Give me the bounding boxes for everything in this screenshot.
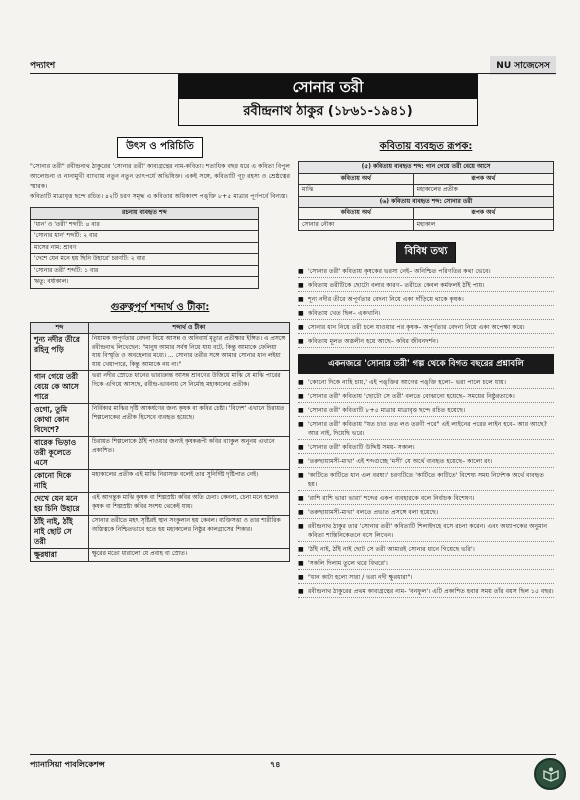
- table-row: [31, 516, 290, 549]
- word-usage-row: 'সোনার তরী' শব্দটি: ১ বার: [31, 265, 259, 277]
- header-series-label: NU সাজেসেস: [490, 56, 556, 75]
- left-column: [30, 130, 290, 562]
- prev-questions-heading: একনজরে 'সোনার তরী' গল্প থেকে বিগত বছরের প্রশ্নাবলি: [298, 354, 554, 374]
- word-usage-header: রচনায় ব্যবহৃত শব্দ: [31, 208, 259, 220]
- metaphor-table-title: (৫) কবিতায় ব্যবহৃত শব্দ: গান গেয়ে তরী বেয়ে আসে: [299, 162, 554, 174]
- word-usage-table: [30, 207, 259, 289]
- table-row: [31, 549, 290, 562]
- origin-paragraph: কবিতাটি মাত্রাবৃত্ত ছন্দে রচিত। ৪২টি চরণ সমৃদ্ধ এ কবিতার অধিকাংশ পঙ্‌ক্তি ৮+৫ মাত্রার পূর্ণপর্বে বিন্যস্ত।: [30, 193, 288, 200]
- word-usage-row: 'ধান' ও 'তরী' শব্দটি: ৪ বার: [31, 219, 259, 231]
- header-section-label: পদ্যাংশ: [30, 61, 56, 71]
- origin-heading: উৎস ও পরিচিতি: [117, 137, 203, 158]
- glossary-meaning: সোনার তরীতে মহৎ সৃষ্টিরই স্থান সংকুলান হয় কেবল। ব্যক্তিসত্তা ও তার শারীরিক অস্তিত্বকে নিশ্চিতভাবে হতে হয় মহাকালের নিষ্ঠুর কালগ্রাসের শিকার।: [89, 516, 290, 549]
- table-row: [31, 404, 290, 437]
- word-usage-row: ঋতু: বর্ষাকাল।: [31, 277, 259, 289]
- list-item: ■ কবিতায় মূলত অস্তলীন হয়ে আছে– কবির জীবনদর্শন।: [298, 337, 554, 348]
- metaphor-col-b: রূপক অর্থ: [413, 173, 553, 185]
- publisher-name: প্যানাসিয়া পাবলিকেশন্স: [30, 760, 105, 769]
- prev-questions-list: [298, 378, 554, 598]
- page-number: ৭৪: [270, 760, 281, 769]
- table-row: [31, 470, 290, 493]
- list-item: ■ 'সোনার তরী' কবিতায় কৃষকের ভরসা নেই– অনিশ্চিত পরিণতির কথা ভেবে।: [298, 267, 554, 278]
- metaphor-cell: মাঝি: [299, 185, 414, 197]
- glossary-word: দেখে যেন মনে হয় চিনি উহারে: [31, 493, 89, 516]
- glossary-table: [30, 322, 290, 563]
- metaphor-cell: মহাকাল: [413, 219, 553, 231]
- chapter-title: সোনার তরী: [179, 75, 477, 99]
- word-usage-row: 'সোনার ধান' শব্দটি: ২ বার: [31, 231, 259, 243]
- list-item: ■ 'সকলি দিলাম তুলে থরে বিথরে'।: [298, 559, 554, 570]
- metaphor-table-title: (৬) কবিতায় ব্যবহৃত শব্দ: সোনার তরী: [299, 196, 554, 208]
- metaphor-cell: সোনার নৌকা: [299, 219, 414, 231]
- glossary-word: কোনো দিকে নাহি: [31, 470, 89, 493]
- glossary-col-word: শব্দ: [31, 322, 89, 334]
- glossary-heading-wrap: [30, 295, 290, 318]
- chapter-title-box: [178, 74, 478, 126]
- origin-paragraph: "সোনার তরী" রবীন্দ্রনাথ ঠাকুরের 'সোনার তরী' কাব্যগ্রন্থের নাম-কবিতা। শতাধিক বছর ধরে এ কবিতা বিপুল আলোচনা ও নানামুখী ব্যাখ্যায় নতুন নতুন তাৎপর্যে অভিষিক্ত। একই সঙ্গে, কবিতাটি গূঢ় রহস্য ও শ্রেষ্ঠত্বের স্মারক।: [30, 163, 290, 190]
- glossary-meaning: ক্ষুরের মতো ধারালো যে প্রবাহ বা স্রোত।: [89, 549, 290, 562]
- facts-heading: বিবিধ তথ্য: [396, 242, 457, 263]
- list-item: ■ শূন্য নদীর তীরে অপূর্ণতার বেদনা নিয়ে একা দাঁড়িয়ে থাকে কৃষক।: [298, 295, 554, 306]
- glossary-meaning: মহাকালের প্রতীক এই মাঝি নিরাসক্ত বলেই তার সুনির্দিষ্ট দৃষ্টিপাত নেই।: [89, 470, 290, 493]
- table-row: [31, 334, 290, 371]
- glossary-word: শূন্য নদীর তীরে রহিনু পড়ি: [31, 334, 89, 371]
- metaphor-col-b: রূপক অর্থ: [413, 208, 553, 220]
- glossary-word: ঠাঁই নাই, ঠাঁই নাই ছোট সে তরী: [31, 516, 89, 549]
- word-usage-row: মাসের নাম: শ্রাবণ: [31, 242, 259, 254]
- chapter-author: রবীন্দ্রনাথ ঠাকুর (১৮৬১-১৯৪১): [243, 104, 413, 119]
- glossary-word: বারেক ভিড়াও তরী কূলেতে এসে: [31, 437, 89, 470]
- page-footer: [30, 754, 556, 770]
- list-item: ■ 'সোনার তরী' কবিতাটি উদ্দিষ্ট সময়- সকাল।: [298, 443, 554, 454]
- facts-list: [298, 267, 554, 348]
- glossary-word: গান গেয়ে তরী বেয়ে কে আসে পারে: [31, 371, 89, 404]
- table-row: [31, 493, 290, 516]
- list-item: ■ 'ঠাঁই নাই, ঠাঁই নাই ছোট সে তরী আমারই সোনার ধানে গিয়েছে ভরি'।: [298, 545, 554, 556]
- list-item: ■ রবীন্দ্রনাথ ঠাকুর তার 'সোনার তরী' কবিতাটি শিলাইদহে বসে রচনা করেন। এবং অধ্যাপকের অনুমান কবিতা শান্তিনিকেতনে বসে লিখেন।: [298, 522, 554, 542]
- list-item: ■ 'কোনো দিকে নাহি চায়,' এই পঙ্‌ক্তির আগের পঙ্‌ক্তি হলো– ভরা পালে চলে যায়।: [298, 378, 554, 389]
- glossary-col-meaning: শব্দার্থ ও টীকা: [89, 322, 290, 334]
- right-column: [298, 130, 554, 601]
- metaphor-col-a: কবিতায় অর্থ: [299, 208, 414, 220]
- metaphor-col-a: কবিতায় অর্থ: [299, 173, 414, 185]
- list-item: ■ রবীন্দ্রনাথ ঠাকুরের প্রথম কাব্যগ্রন্থের নাম- 'বনফুল'। এটি প্রকাশিত হবার সময় তাঁর বয়স ছিল ১৫ বছর।: [298, 587, 554, 598]
- list-item: ■ কবিতায় খেত ছিল– একখানি।: [298, 309, 554, 320]
- list-item: ■ "ধান কাটা হলো সারা / ভরা নদী ক্ষুরধারা"।: [298, 573, 554, 584]
- origin-heading-wrap: [30, 134, 290, 158]
- word-usage-row: 'দেশে যেন মনে হয় ছিনি উহারে' চরণটি: ২ বার: [31, 254, 259, 266]
- list-item: ■ 'সোনার তরী' কবিতায় "যত চাও তত লও তরণী পরে" এই লাইনের পরের লাইন হবে– আর আছে? আর নাই, দিয়েছি ভরে।: [298, 420, 554, 440]
- glossary-word: ওগো, তুমি কোথা কোন বিদেশে?: [31, 404, 89, 437]
- table-row: [31, 437, 290, 470]
- table-row: [299, 185, 554, 197]
- list-item: ■ 'কাটিতে কাটিতে ধান এল বরষা।' চরণটিতে 'কাটিতে কাটিতে' বিশেষ্য সময় নির্দেশক অর্থে ব্যবহৃত হয়।: [298, 471, 554, 491]
- glossary-meaning: এই আগন্তুক মাঝি কৃষক বা শিল্পস্রষ্টা কবির অতি চেনা। কেননা, চেনা মনে হলেও কৃষক বা শিল্পস্রষ্টা কবির সংশয় থেকেই যায়।: [89, 493, 290, 516]
- list-item: ■ কবিতায় তরীটিকে ছোটো বলার কারণ– তরীতে কেবল কর্মফলই ঠাঁই পায়।: [298, 281, 554, 292]
- table-row: [299, 219, 554, 231]
- metaphor-table: [298, 161, 554, 231]
- glossary-word: ক্ষুরধারা: [31, 549, 89, 562]
- metaphor-cell: মহাকালের প্রতীক: [413, 185, 553, 197]
- glossary-meaning: ভরা নদীর স্রোতে ধানের ভারাক্রান্ত আসন্ন শ্রাবণের উজিয়ে মাঝি যে মাঝি পারের দিকে এগিয়ে আসছে, রবীন্দ্র-ভাবনায় সে নির্মোহ মহাকালের প্রতীক।: [89, 371, 290, 404]
- list-item: ■ 'রাশি রাশি ভারা ভারা' শব্দের একপ ব্যবহারকে বলে নির্বাচক বিশেষণ।: [298, 494, 554, 505]
- book-logo-icon: [534, 758, 566, 790]
- facts-heading-wrap: [298, 239, 554, 263]
- list-item: ■ 'সোনার তরী' কবিতাটি ৮+৫ মাত্রার মাত্রাবৃত্ত ছন্দে রচিত হয়েছে।: [298, 406, 554, 417]
- list-item: ■ 'সোনার তরী' কবিতায় 'ছোটো সে তরী' বলতে বোঝানো হয়েছে– সময়ের নিষ্ঠুরতাকে।: [298, 392, 554, 403]
- metaphor-heading: কবিতায় ব্যবহৃত রূপক:: [379, 141, 473, 152]
- metaphor-heading-wrap: [298, 134, 554, 157]
- glossary-meaning: নিয়ামক অপূর্ণতার বেদনা নিয়ে আসন্ন ও অনিবার্য মৃত্যুর প্রতীক্ষার ইঙ্গিত। এ প্রসঙ্গে রবীন্দ্রনাথ লিখেছেন: "মানুষ আমার সর্বস্ব নিয়ে যায় বটে, কিন্তু আমাকে ফেলিয়া যায় বিস্মৃতি ও অবহেলার মধ্যে। ... সোনার তরীর সঙ্গে আমার সোনার ধান লইয়া যায় খেয়াপারে, কিন্তু আমাকে নয় না।": [89, 334, 290, 371]
- list-item: ■ 'তরুছায়ামসী-মাখা' বলতে প্রভাত প্রসঙ্গে বলা হয়েছে।: [298, 508, 554, 519]
- table-row: [31, 371, 290, 404]
- glossary-meaning: নির্বিকার মাঝির দৃষ্টি আকর্ষণের জন্য কৃষক বা কবির চেষ্টা। 'বিদেশ' এখানে চিরায়ত শিল্পলোকের প্রতীক হিসেবে ব্যবহৃত হয়েছে।: [89, 404, 290, 437]
- page-header: [30, 56, 556, 76]
- list-item: ■ 'তরুছায়ামসী-মাখা' এই শব্দগুচ্ছে 'মসী' যে অর্থে ব্যবহৃত হয়েছে– কালো রং।: [298, 457, 554, 468]
- glossary-meaning: চিরায়ত শিল্পলোকে ঠাঁই পাওয়ার জন্যই কৃষকরূপী কবির ব্যাকুল অনুনয় এখানে প্রকাশিত।: [89, 437, 290, 470]
- glossary-heading: গুরুত্বপূর্ণ শব্দার্থ ও টীকা:: [110, 301, 210, 313]
- list-item: ■ সোনার ধান নিয়ে তরী চলে যাওয়ার পর কৃষক– অপূর্ণতার বেদনা নিয়ে একা অপেক্ষা করে।: [298, 323, 554, 334]
